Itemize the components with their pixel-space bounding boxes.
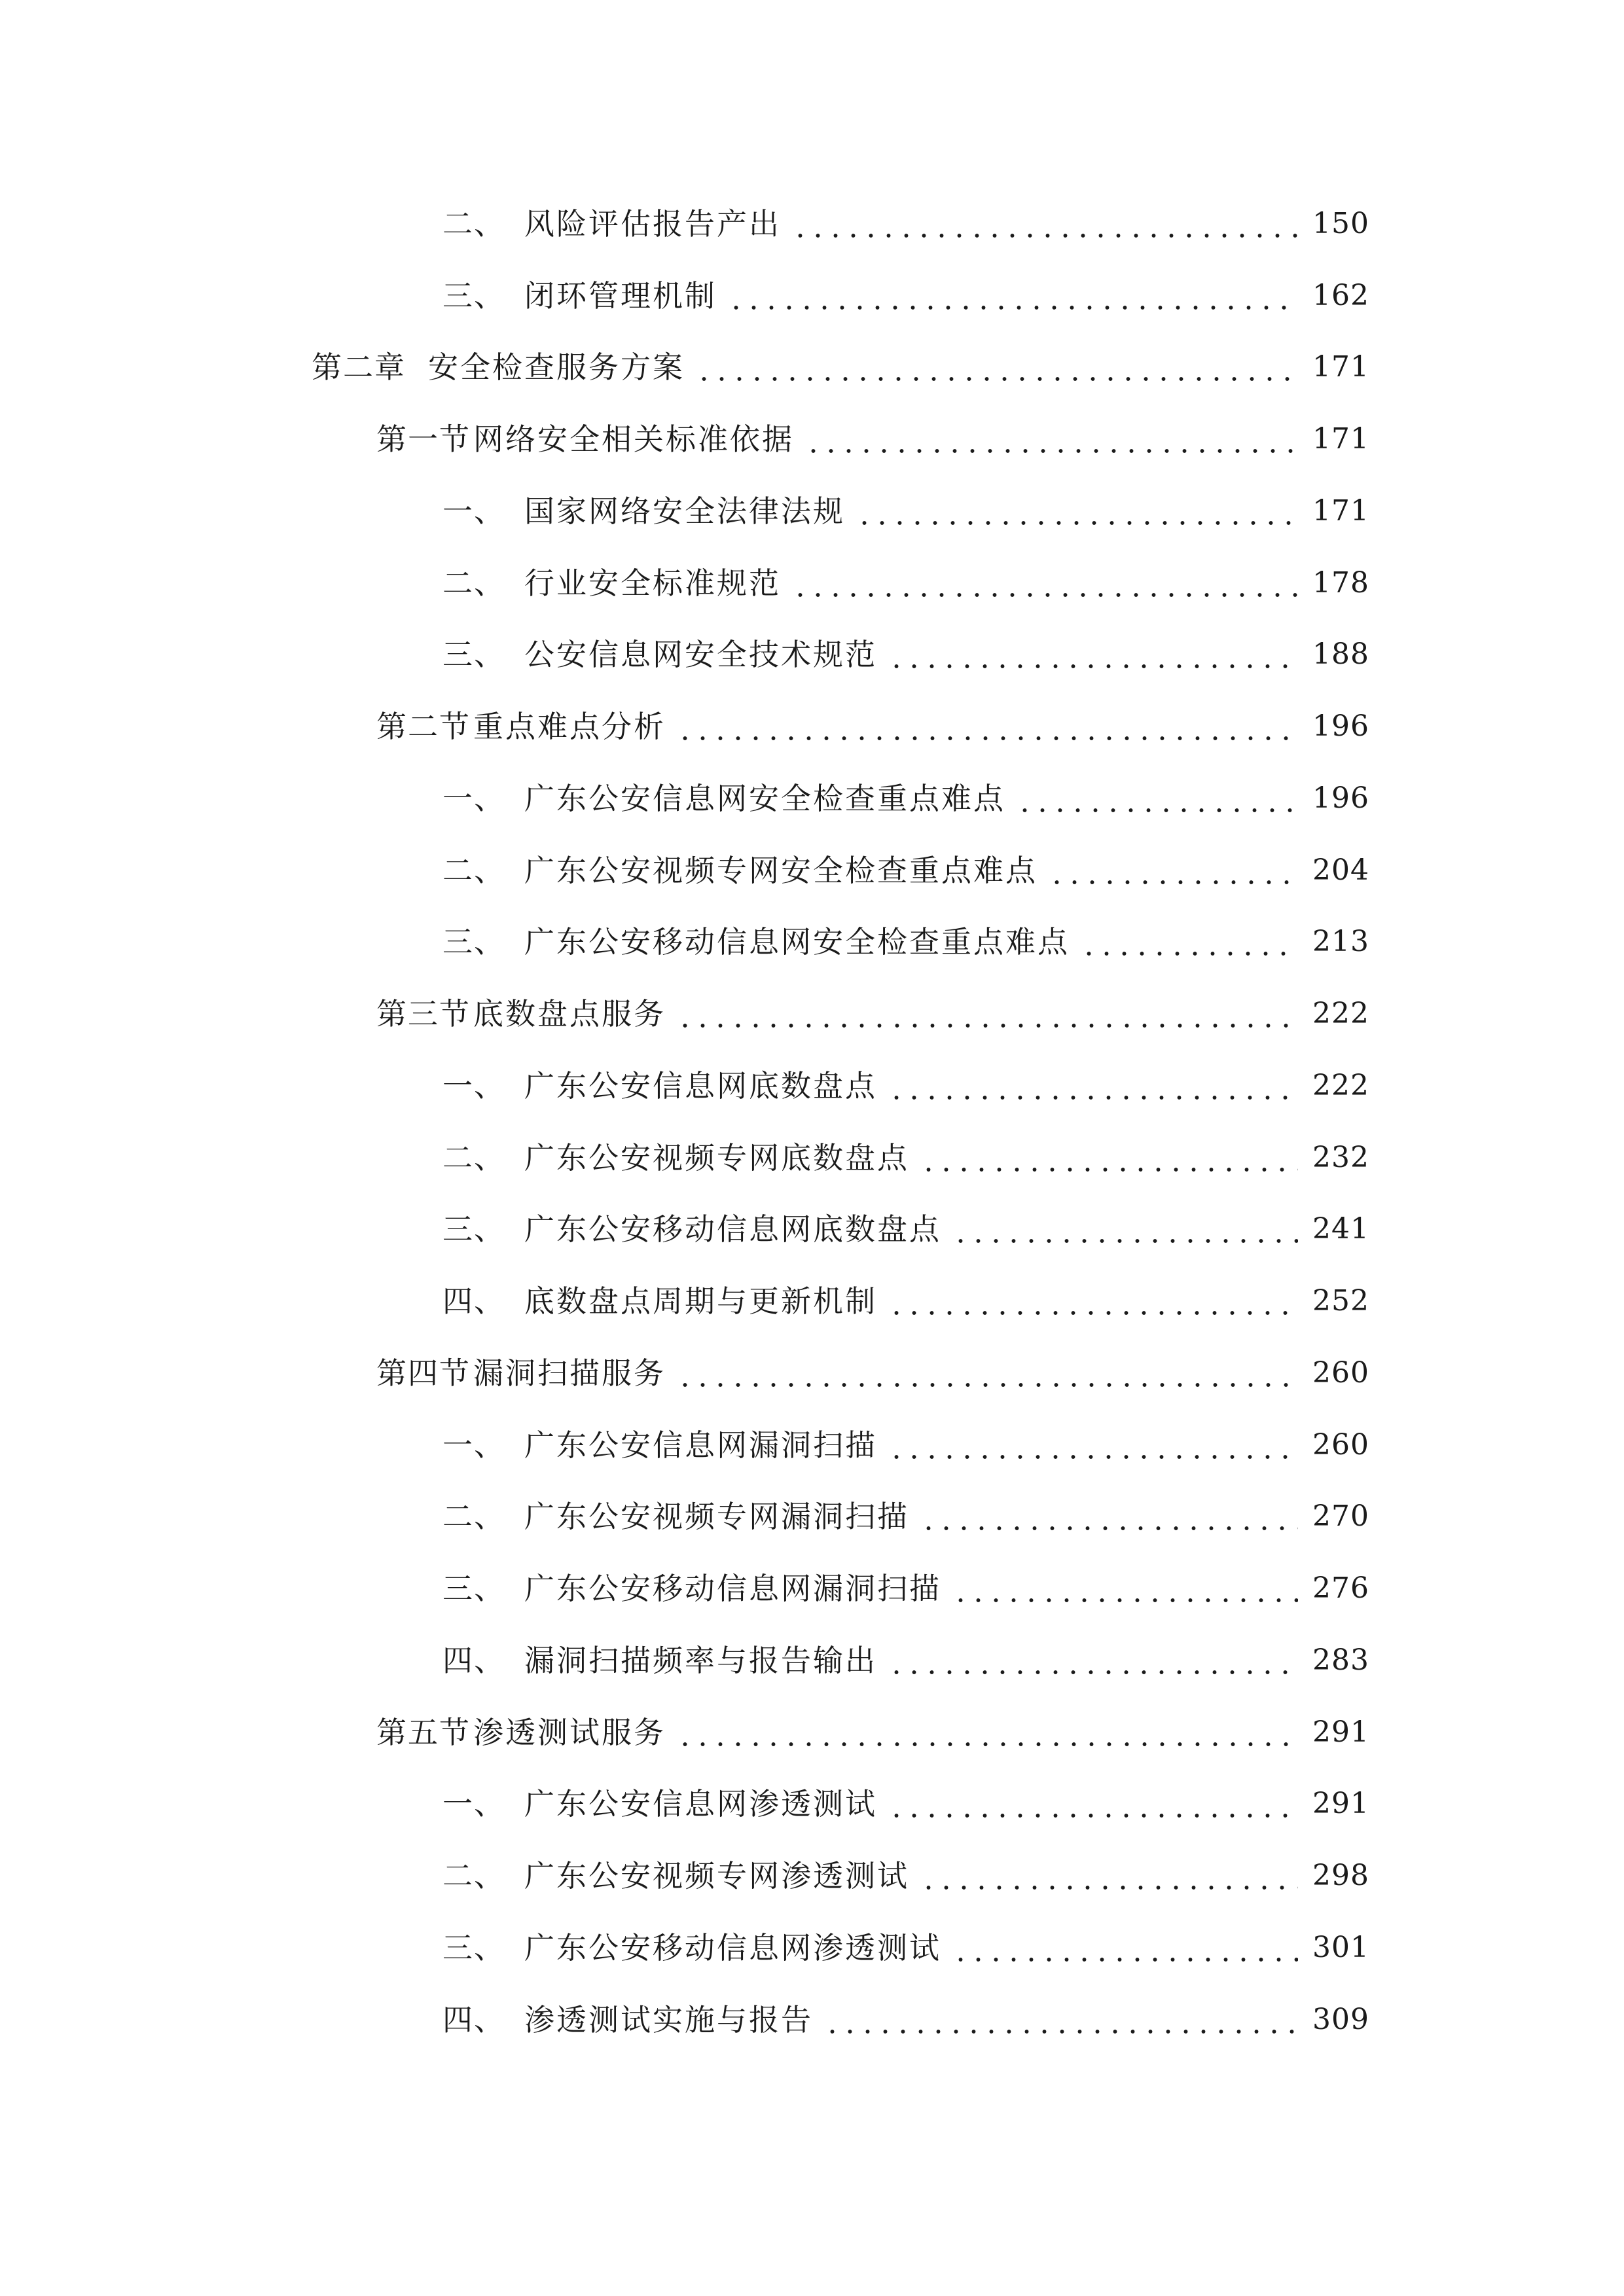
dot-leader [1080, 922, 1298, 961]
entry-number: 第一节 [376, 422, 471, 457]
toc-entry-section[interactable] [376, 694, 1369, 746]
entry-number: 二、 [442, 206, 505, 242]
entry-number: 三、 [442, 1930, 505, 1965]
entry-number: 三、 [442, 278, 505, 314]
entry-page-number: 196 [1312, 781, 1369, 815]
toc-entry[interactable] [442, 766, 1369, 818]
toc-entry[interactable] [442, 478, 1369, 531]
entry-number: 一、 [442, 1786, 505, 1821]
entry-number: 一、 [442, 1427, 505, 1463]
dot-leader [952, 1569, 1298, 1608]
dot-leader [888, 1282, 1298, 1321]
dot-leader [888, 1426, 1298, 1465]
entry-title: 广东公安信息网底数盘点 [524, 1068, 877, 1103]
entry-page-number: 222 [1312, 1069, 1369, 1102]
entry-number: 二、 [442, 1858, 505, 1893]
dot-leader [791, 204, 1298, 243]
entry-number: 四、 [442, 1283, 505, 1319]
toc-entry[interactable] [442, 1556, 1369, 1608]
entry-number: 二、 [442, 853, 505, 888]
entry-number: 一、 [442, 1068, 505, 1103]
entry-number: 二、 [442, 1140, 505, 1175]
toc-entry[interactable] [442, 263, 1369, 315]
entry-page-number: 298 [1312, 1859, 1369, 1892]
entry-title: 国家网络安全法律法规 [524, 493, 845, 529]
entry-title: 漏洞扫描频率与报告输出 [524, 1643, 877, 1678]
dot-leader [888, 1066, 1298, 1105]
entry-page-number: 241 [1312, 1212, 1369, 1246]
toc-entry[interactable] [442, 1843, 1369, 1895]
dot-leader [952, 1928, 1298, 1967]
entry-page-number: 171 [1312, 494, 1369, 528]
dot-leader [791, 564, 1298, 603]
entry-page-number: 291 [1312, 1787, 1369, 1820]
entry-number: 第四节 [376, 1355, 471, 1391]
entry-page-number: 283 [1312, 1643, 1369, 1677]
toc-entry-chapter[interactable] [312, 334, 1369, 387]
entry-title: 网络安全相关标准依据 [473, 422, 794, 457]
entry-page-number: 276 [1312, 1571, 1369, 1605]
entry-title: 安全检查服务方案 [428, 350, 685, 385]
entry-title: 底数盘点服务 [473, 996, 666, 1031]
entry-title: 行业安全标准规范 [524, 565, 781, 601]
dot-leader [888, 1641, 1298, 1680]
toc-entry[interactable] [442, 838, 1369, 890]
entry-number: 第二章 [312, 350, 406, 385]
dot-leader [856, 492, 1298, 531]
dot-leader [676, 707, 1298, 746]
entry-page-number: 162 [1312, 279, 1369, 312]
entry-page-number: 222 [1312, 997, 1369, 1030]
dot-leader [888, 635, 1298, 674]
toc-entry[interactable] [442, 1915, 1369, 1967]
entry-page-number: 213 [1312, 925, 1369, 958]
dot-leader [920, 1856, 1298, 1895]
entry-title: 渗透测试实施与报告 [524, 2002, 813, 2037]
dot-leader [823, 2000, 1298, 2039]
dot-leader [727, 276, 1298, 315]
entry-title: 广东公安视频专网安全检查重点难点 [524, 853, 1038, 888]
entry-page-number: 291 [1312, 1715, 1369, 1749]
entry-page-number: 260 [1312, 1356, 1369, 1390]
toc-entry[interactable] [442, 1771, 1369, 1823]
entry-page-number: 260 [1312, 1428, 1369, 1462]
entry-number: 四、 [442, 1643, 505, 1678]
toc-entry[interactable] [442, 622, 1369, 674]
entry-title: 广东公安信息网渗透测试 [524, 1786, 877, 1821]
entry-page-number: 204 [1312, 853, 1369, 887]
entry-page-number: 301 [1312, 1931, 1369, 1964]
entry-number: 三、 [442, 1571, 505, 1606]
dot-leader [888, 1784, 1298, 1823]
toc-entry[interactable] [442, 1484, 1369, 1536]
entry-number: 第三节 [376, 996, 471, 1031]
entry-page-number: 270 [1312, 1499, 1369, 1533]
toc-entry[interactable] [442, 1196, 1369, 1249]
entry-title: 广东公安视频专网渗透测试 [524, 1858, 909, 1893]
toc-entry[interactable] [442, 1053, 1369, 1105]
entry-title: 重点难点分析 [473, 709, 666, 744]
entry-number: 三、 [442, 1211, 505, 1247]
entry-number: 一、 [442, 493, 505, 529]
entry-page-number: 150 [1312, 207, 1369, 240]
dot-leader [676, 994, 1298, 1033]
entry-number: 四、 [442, 2002, 505, 2037]
entry-number: 三、 [442, 924, 505, 960]
entry-title: 底数盘点周期与更新机制 [524, 1283, 877, 1319]
entry-number: 第五节 [376, 1715, 471, 1750]
entry-title: 广东公安移动信息网安全检查重点难点 [524, 924, 1070, 960]
entry-title: 广东公安信息网漏洞扫描 [524, 1427, 877, 1463]
entry-title: 广东公安信息网安全检查重点难点 [524, 781, 1005, 816]
dot-leader [1048, 851, 1298, 890]
entry-title: 公安信息网安全技术规范 [524, 637, 877, 672]
entry-number: 二、 [442, 565, 505, 601]
toc-entry[interactable] [442, 1987, 1369, 2039]
dot-leader [676, 1354, 1298, 1393]
entry-page-number: 232 [1312, 1141, 1369, 1174]
toc-entry-section[interactable] [376, 1700, 1369, 1752]
dot-leader [804, 420, 1298, 459]
entry-page-number: 178 [1312, 566, 1369, 600]
entry-title: 广东公安移动信息网底数盘点 [524, 1211, 941, 1247]
toc-entry[interactable] [442, 1412, 1369, 1465]
entry-page-number: 171 [1312, 350, 1369, 384]
entry-number: 二、 [442, 1499, 505, 1534]
toc-entry[interactable] [442, 1628, 1369, 1680]
entry-page-number: 171 [1312, 422, 1369, 456]
dot-leader [695, 348, 1298, 387]
entry-page-number: 188 [1312, 637, 1369, 671]
entry-number: 一、 [442, 781, 505, 816]
dot-leader [920, 1497, 1298, 1536]
entry-title: 漏洞扫描服务 [473, 1355, 666, 1391]
dot-leader [1016, 779, 1298, 818]
entry-page-number: 309 [1312, 2003, 1369, 2036]
entry-number: 三、 [442, 637, 505, 672]
toc-entry[interactable] [442, 909, 1369, 961]
entry-page-number: 252 [1312, 1284, 1369, 1318]
toc-entry-section[interactable] [376, 1340, 1369, 1393]
toc-entry[interactable] [442, 1125, 1369, 1177]
entry-title: 广东公安视频专网底数盘点 [524, 1140, 909, 1175]
entry-title: 风险评估报告产出 [524, 206, 781, 242]
entry-number: 第二节 [376, 709, 471, 744]
dot-leader [920, 1138, 1298, 1177]
toc-entry[interactable] [442, 1268, 1369, 1321]
toc-entry[interactable] [442, 191, 1369, 243]
dot-leader [676, 1713, 1298, 1752]
entry-title: 渗透测试服务 [473, 1715, 666, 1750]
entry-title: 广东公安移动信息网漏洞扫描 [524, 1571, 941, 1606]
toc-entry-section[interactable] [376, 981, 1369, 1033]
dot-leader [952, 1210, 1298, 1249]
toc-entry[interactable] [442, 550, 1369, 603]
toc-entry-section[interactable] [376, 406, 1369, 459]
entry-title: 广东公安视频专网漏洞扫描 [524, 1499, 909, 1534]
entry-page-number: 196 [1312, 709, 1369, 743]
entry-title: 广东公安移动信息网渗透测试 [524, 1930, 941, 1965]
entry-title: 闭环管理机制 [524, 278, 717, 314]
